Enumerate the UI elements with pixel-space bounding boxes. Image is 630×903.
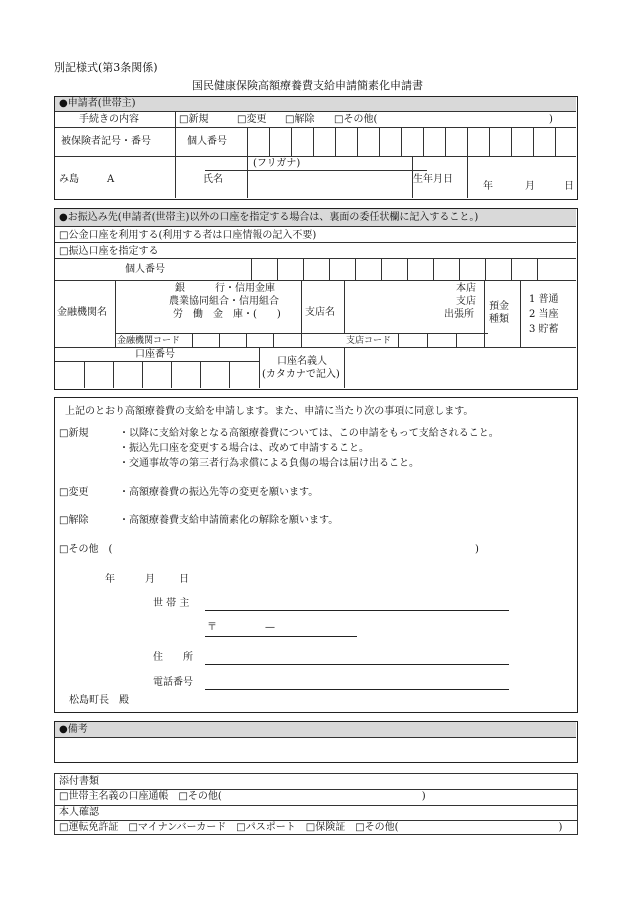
- designate-account-checkbox[interactable]: □振込口座を指定する: [59, 246, 159, 257]
- postal-mark: 〒: [207, 622, 217, 633]
- branch-code-label: 支店コード: [346, 336, 392, 346]
- fin-code-label: 金融機関コード: [117, 336, 181, 346]
- attachments-label: 添付書類: [59, 776, 99, 787]
- id-check-label: 本人確認: [59, 807, 99, 818]
- transfer-section: [54, 208, 578, 390]
- birth-month-label: 月: [525, 181, 535, 192]
- proc-other-checkbox[interactable]: □その他(: [334, 114, 378, 125]
- deposit-opt-current: 2 当座: [529, 309, 559, 320]
- remarks-header: ●備考: [59, 724, 88, 735]
- proc-cancel-checkbox[interactable]: □解除: [285, 114, 315, 125]
- request-new-checkbox[interactable]: □新規: [59, 428, 89, 439]
- request-other-close: ): [475, 544, 479, 555]
- request-change-item: ・高額療養費の振込先等の変更を願います。: [119, 487, 319, 498]
- deposit-opt-ordinary: 1 普通: [529, 294, 559, 305]
- request-intro: 上記のとおり高額療養費の支給を申請します。また、申請に当たり次の事項に同意します。: [65, 406, 474, 417]
- request-new-item-3: ・交通事故等の第三者行為求償による負傷の場合は届け出ること。: [119, 458, 419, 469]
- phone-label: 電話番号: [153, 677, 193, 688]
- request-change-checkbox[interactable]: □変更: [59, 487, 89, 498]
- request-section: [54, 397, 578, 713]
- deposit-type-label-1: 預金: [489, 301, 509, 312]
- date-year-label: 年: [105, 574, 115, 585]
- request-new-item-2: ・振込先口座を変更する場合は、改めて申請すること。: [119, 443, 369, 454]
- birth-year-label: 年: [483, 181, 493, 192]
- account-holder-label-2: (カタカナで記入): [262, 369, 340, 380]
- furigana-label: (フリガナ): [253, 158, 301, 169]
- phone-field[interactable]: [205, 689, 509, 690]
- page-title: 国民健康保険高額療養費支給申請簡素化申請書: [192, 79, 423, 92]
- procedure-label: 手続きの内容: [79, 114, 139, 125]
- branch-opt-office: 出張所: [444, 309, 474, 320]
- branch-opt-branch: 支店: [456, 296, 476, 307]
- request-cancel-checkbox[interactable]: □解除: [59, 515, 89, 526]
- birth-day-label: 日: [564, 181, 574, 192]
- householder-label: 世 帯 主: [153, 598, 190, 609]
- attachments-items[interactable]: □世帯主名義の口座通帳 □その他( ): [59, 791, 426, 802]
- deposit-type-label-2: 種類: [489, 314, 509, 325]
- date-month-label: 月: [145, 574, 155, 585]
- applicant-header: ●申請者(世帯主): [59, 98, 136, 109]
- branch-name-label: 支店名: [305, 307, 335, 318]
- postal-dash: —: [265, 622, 275, 633]
- proc-change-checkbox[interactable]: □変更: [237, 114, 267, 125]
- request-cancel-item: ・高額療養費支給申請簡素化の解除を願います。: [119, 515, 339, 526]
- bank-type-line2: 農業協同組合・信用組合: [169, 296, 279, 307]
- date-day-label: 日: [179, 574, 189, 585]
- account-holder-label-1: 口座名義人: [277, 356, 327, 367]
- form-reference: 別記様式(第3条関係): [54, 61, 158, 74]
- bank-type-line1: 銀 行・信用金庫: [175, 283, 275, 294]
- attachments-section: [54, 773, 578, 835]
- remarks-section: [54, 721, 578, 763]
- personal-number-label: 個人番号: [187, 136, 227, 147]
- town-label: み島: [59, 174, 79, 185]
- request-other-checkbox[interactable]: □その他 (: [59, 544, 113, 555]
- birth-date-label: 生年月日: [413, 174, 453, 185]
- transfer-personal-number-label: 個人番号: [125, 264, 165, 275]
- address-field[interactable]: [205, 664, 509, 665]
- fin-inst-label: 金融機関名: [57, 307, 107, 318]
- addressee: 松島町長 殿: [69, 695, 129, 706]
- account-number-label: 口座番号: [135, 349, 175, 360]
- applicant-section: [54, 96, 578, 200]
- id-check-items[interactable]: □運転免許証 □マイナンバーカード □パスポート □保険証 □その他( ): [59, 822, 563, 833]
- branch-opt-main: 本店: [456, 283, 476, 294]
- householder-field[interactable]: [205, 610, 509, 611]
- deposit-opt-savings: 3 貯蓄: [529, 324, 559, 335]
- proc-other-close: ): [549, 114, 553, 125]
- public-account-checkbox[interactable]: □公金口座を利用する(利用する者は口座情報の記入不要): [59, 230, 317, 241]
- insured-number-label: 被保険者記号・番号: [61, 136, 151, 147]
- transfer-header: ●お振込み先(申請者(世帯主)以外の口座を指定する場合は、裏面の委任状欄に記入すること。): [59, 212, 479, 223]
- proc-new-checkbox[interactable]: □新規: [179, 114, 209, 125]
- town-suffix: A: [107, 174, 115, 185]
- bank-type-line3: 労 働 金 庫・( ): [173, 309, 281, 320]
- request-new-item-1: ・以降に支給対象となる高額療養費については、この申請をもって支給されること。: [119, 428, 499, 439]
- name-label: 氏名: [203, 174, 223, 185]
- address-label: 住 所: [153, 652, 193, 663]
- postal-code-field[interactable]: [205, 636, 357, 637]
